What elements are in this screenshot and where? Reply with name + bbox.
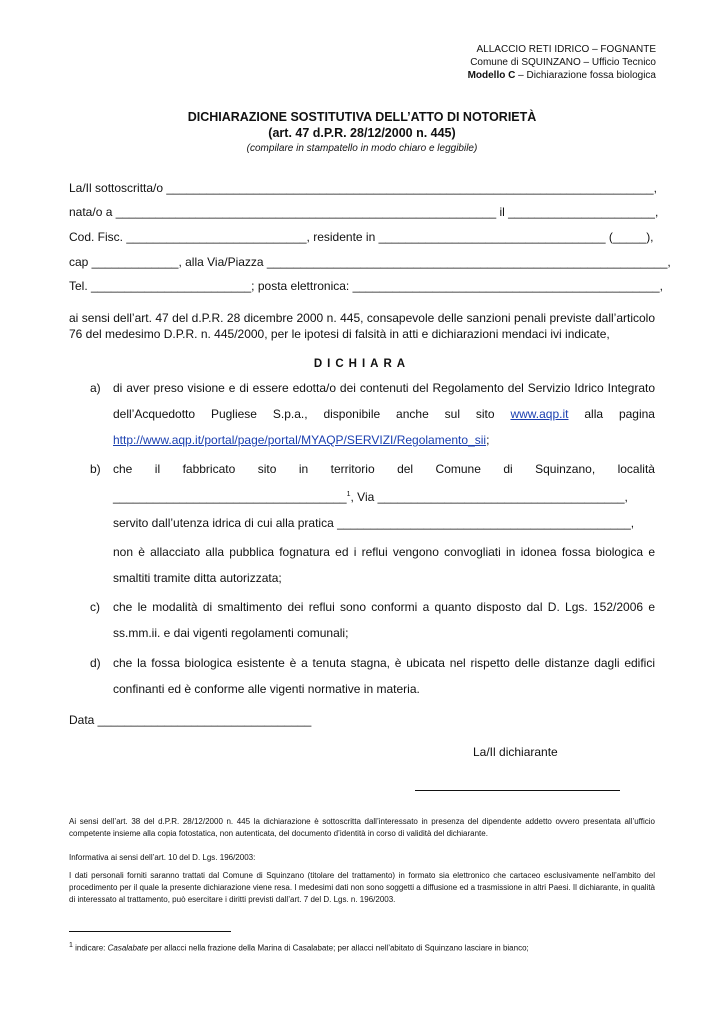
item-b-word: sito — [257, 462, 277, 476]
item-b-word: Squinzano, — [535, 462, 596, 476]
dichiara-heading: DICHIARA — [313, 358, 411, 370]
footnote-post: per allacci nella frazione della Marina di Casalabate; per allacci nell’abitato di Squinzano lasciare in bianco; — [148, 943, 529, 953]
footnote-separator — [69, 931, 231, 932]
item-b-word: il — [154, 462, 161, 476]
privacy-heading: Informativa ai sensi dell’art. 10 del D. Lgs. 196/2003: — [69, 853, 256, 862]
privacy-text: I dati personali forniti saranno trattati dal Comune di Squinzano (titolare del trattamento) in formato sia elettronico che cartaceo esclusivamente nell’ambito del procedimento per il quale la presente dichiarazione viene resa. I medesimi dati non sono soggetti a diffusione ed a trasmissione in altri Paesi. Il dichiarante, in qualità di interessato al trattamento, può esercitare i diritti previsti dall’art. 7 del D. Lgs. n. 196/2003. — [69, 871, 655, 904]
field-postcode-address[interactable]: cap _____________, alla Via/Piazza ____________________________________________________________, — [69, 255, 671, 269]
item-b-word: del — [397, 462, 414, 476]
header-line-2: Comune di SQUINZANO – Ufficio Tecnico — [470, 57, 656, 68]
signature-line[interactable] — [415, 790, 620, 791]
item-a-text-mid: alla pagina — [568, 407, 655, 421]
item-b-text — [113, 456, 655, 536]
title-reference: (art. 47 d.P.R. 28/12/2000 n. 445) — [268, 126, 456, 140]
item-d-text: che la fossa biologica esistente è a tenuta stagna, è ubicata nel rispetto delle distanze dagli edifici confinanti ed è conforme alle vigenti normative in materia. — [113, 656, 655, 696]
item-b-word: località — [617, 462, 655, 476]
locality-blank[interactable]: ___________________________________ — [113, 490, 347, 504]
item-d-label: d) — [90, 656, 101, 670]
item-a-text-end: ; — [486, 433, 490, 447]
field-phone-email[interactable]: Tel. ________________________; posta elettronica: ______________________________________________, — [69, 279, 663, 293]
field-fiscal-code-residence[interactable]: Cod. Fisc. ___________________________, residente in __________________________________ (_____), — [69, 230, 654, 244]
item-b-line-1 — [113, 456, 655, 482]
item-b-paragraph-2: non è allacciato alla pubblica fognatura ed i reflui vengono convogliati in idonea fossa biologica e smaltiti tramite ditta autorizzata; — [113, 545, 655, 585]
aqp-site-link[interactable]: www.aqp.it — [510, 407, 569, 421]
footnote-number: 1 — [69, 942, 73, 949]
item-b-word: fabbricato — [182, 462, 236, 476]
intro-paragraph: ai sensi dell’art. 47 del d.P.R. 28 dicembre 2000 n. 445, consapevole delle sanzioni penali previste dall’articolo 76 del medesimo D.P.R. n. 445/2000, per le ipotesi di falsità in atti e dichiarazioni mendaci ivi indicate, — [69, 311, 655, 341]
item-c-text: che le modalità di smaltimento dei reflui sono conformi a quanto disposto dal D. Lgs. 152/2006 e ss.mm.ii. e dai vigenti regolamenti comunali; — [113, 600, 655, 640]
item-a-text — [113, 375, 655, 453]
title-instructions: (compilare in stampatello in modo chiaro e leggibile) — [246, 143, 478, 154]
item-a-text-start: di aver preso visione e di essere edotta/o dei contenuti del Regolamento del Servizio Idrico Integrato dell’Acquedotto Pugliese S.p.a., disponibile anche sul sito — [113, 381, 655, 421]
header-line-3 — [468, 69, 656, 82]
item-b-line-2[interactable] — [113, 482, 655, 510]
regulation-page-link[interactable]: http://www.aqp.it/portal/page/portal/MYAQP/SERVIZI/Regolamento_sii — [113, 433, 487, 447]
title-main: DICHIARAZIONE SOSTITUTIVA DELL’ATTO DI NOTORIETÀ — [187, 110, 537, 124]
document-title — [0, 109, 724, 141]
item-b-word: Comune — [435, 462, 481, 476]
field-signatory[interactable]: La/Il sottoscritta/o _________________________________________________________________________, — [69, 181, 657, 195]
item-a-label: a) — [90, 381, 101, 395]
street-blank[interactable]: , Via _____________________________________, — [350, 490, 628, 504]
signature-label: La/Il dichiarante — [473, 745, 558, 759]
item-b-word: di — [503, 462, 513, 476]
item-b-line-3[interactable]: servito dall’utenza idrica di cui alla pratica ____________________________________________, — [113, 516, 635, 530]
item-b-word: che — [113, 462, 133, 476]
footnote-pre: indicare: — [72, 943, 108, 953]
header-model-desc: – Dichiarazione fossa biologica — [515, 70, 656, 81]
item-c-label: c) — [90, 600, 100, 614]
date-field[interactable]: Data ________________________________ — [69, 713, 312, 727]
footnote-italic: Casalabate — [107, 943, 149, 953]
item-b-word: territorio — [330, 462, 375, 476]
field-birthplace-date[interactable]: nata/o a _________________________________________________________ il ______________________, — [69, 205, 659, 219]
footnote — [69, 940, 655, 955]
footer-legal-note: Ai sensi dell’art. 38 del d.P.R. 28/12/2000 n. 445 la dichiarazione è sottoscritta dall’interessato in presenza del dipendente addetto ovvero presentata all’ufficio competente insieme alla copia fotostatica, non autenticata, del documento d’identità in corso di validità del dichiarante. — [69, 817, 655, 838]
header-line-1: ALLACCIO RETI IDRICO – FOGNANTE — [476, 44, 656, 55]
item-b-label: b) — [90, 462, 101, 476]
document-header — [468, 43, 656, 82]
header-model-label: Modello C — [467, 70, 516, 81]
footnote-ref: 1 — [346, 491, 351, 498]
item-b-word: in — [298, 462, 309, 476]
